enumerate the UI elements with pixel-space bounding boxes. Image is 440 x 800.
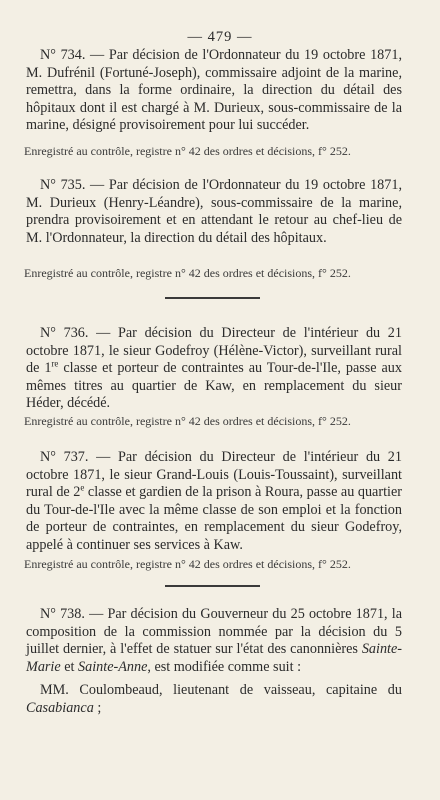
decision-text [26, 449, 402, 555]
decision-text [26, 325, 402, 413]
commission-member [26, 682, 402, 717]
decision-entry-737 [26, 449, 402, 555]
ship-name: Casabianca [26, 699, 94, 716]
decision-entry-735 [26, 177, 402, 247]
page-number: — 479 — [187, 29, 253, 45]
decision-text-part: N° 737. — Par décision du Directeur de l'intérieur du 21 octobre 1871, le sieur Grand-Louis (Louis-Toussaint), surveillant rural de 2 [26, 449, 402, 501]
decision-text-part: et [60, 658, 79, 675]
member-text: ; [93, 699, 102, 716]
registration-note: Enregistré au contrôle, registre n° 42 des ordres et décisions, f° 252. [24, 144, 351, 158]
decision-text-part: classe et porteur de contraintes au Tour-de-l'Ile, passe aux mêmes titres au quartier de Kaw, en remplacement du sieur Héder, décédé. [26, 360, 402, 412]
decision-text [26, 606, 402, 676]
decision-text: N° 734. — Par décision de l'Ordonnateur du 19 octobre 1871, M. Dufrénil (Fortuné-Joseph), commissaire adjoint de la marine, remettra, dans la forme ordinaire, la direction du détail des hôpitaux dont il est chargé à M. Durieux, sous-commissaire de la marine, désigné provisoirement pour lui succéder. [26, 47, 402, 134]
decision-text-part: , est modifiée comme suit : [147, 658, 302, 675]
decision-text-part: N° 738. — Par décision du Gouverneur du 25 octobre 1871, la composition de la commission nommée par la décision du 5 juillet dernier, à l'effet de statuer sur l'état des canonnières [26, 606, 402, 658]
decision-entry-734 [26, 47, 402, 135]
decision-entry-736 [26, 325, 402, 413]
member-text: MM. Coulombeaud, lieutenant de vaisseau, capitaine du [40, 682, 402, 699]
decision-text-part: N° 736. — Par décision du Directeur de l'intérieur du 21 octobre 1871, le sieur Godefroy (Hélène-Victor), surveillant rural de 1 [26, 325, 402, 377]
ship-name: Sainte-Marie [26, 641, 402, 675]
ordinal-superscript: re [51, 358, 59, 369]
section-divider [165, 297, 260, 299]
section-divider [165, 585, 260, 587]
decision-entry-738 [26, 606, 402, 718]
decision-text: N° 735. — Par décision de l'Ordonnateur du 19 octobre 1871, M. Durieux (Henry-Léandre), sous-commissaire de la marine, prendra provisoirement et en attendant le retour au chef-lieu de M. l'Ordonnateur, la direction du détail des hôpitaux. [26, 177, 402, 246]
ship-name: Sainte-Anne [78, 658, 148, 675]
decision-text-part: classe et gardien de la prison à Roura, passe au quartier du Tour-de-l'Ile avec la même classe de son emploi et la fonction de porteur de contraintes, en remplacement du sieur Godefroy, appelé à continuer ses services à Kaw. [26, 484, 402, 553]
registration-note: Enregistré au contrôle, registre n° 42 des ordres et décisions, f° 252. [24, 266, 351, 280]
registration-note: Enregistré au contrôle, registre n° 42 des ordres et décisions, f° 252. [24, 414, 351, 428]
registration-note: Enregistré au contrôle, registre n° 42 des ordres et décisions, f° 252. [24, 557, 351, 571]
ordinal-superscript: e [80, 482, 85, 493]
